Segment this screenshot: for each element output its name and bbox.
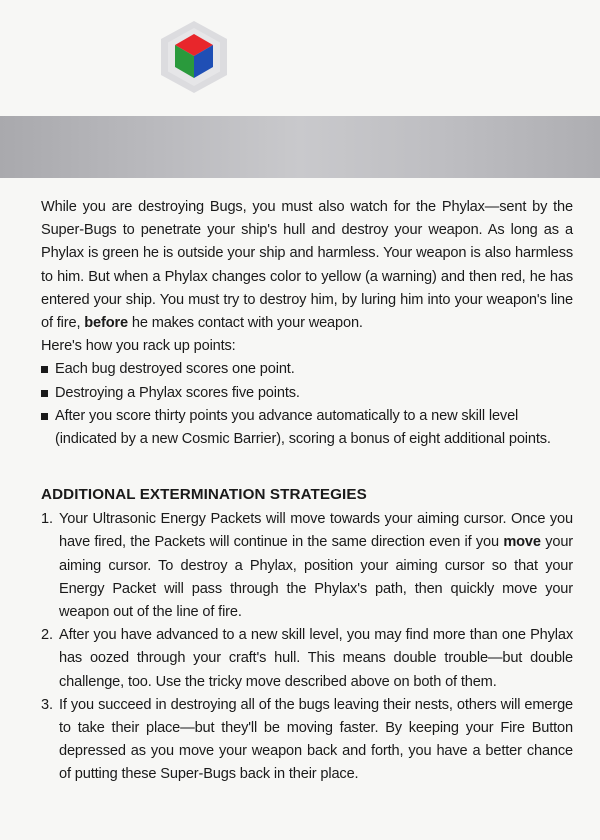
intro-emphasis: before	[84, 315, 128, 332]
square-bullet-icon	[41, 366, 48, 373]
square-bullet-icon	[41, 413, 48, 420]
points-item-text: Destroying a Phylax scores five points.	[55, 384, 300, 401]
header-gray-band	[0, 116, 600, 178]
cube-logo-icon	[159, 20, 229, 94]
strategy-text-1: Your Ultrasonic Energy Packets will move towards your aiming cursor. Once you have fired, the Packets will continue in the same direction even if you	[59, 511, 573, 551]
strategy-item	[41, 694, 573, 787]
points-intro: Here's how you rack up points:	[41, 338, 236, 355]
points-list-item	[41, 405, 573, 451]
phylax-intro-paragraph	[41, 196, 573, 335]
points-item-text: After you score thirty points you advance automatically to a new skill level (indicated by a new Cosmic Barrier), scoring a bonus of eight additional points.	[55, 407, 551, 448]
strategy-item	[41, 624, 573, 694]
strategy-number: 2.	[41, 627, 53, 644]
points-list	[41, 358, 573, 451]
strategies-heading: ADDITIONAL EXTERMINATION STRATEGIES	[41, 486, 367, 504]
strategies-list	[41, 508, 573, 786]
strategy-text-2: your aiming cursor. To destroy a Phylax, position your aiming cursor so that your Energy Packet will pass through the Phylax's path, then quickly move your weapon out of the line of fire.	[59, 534, 573, 621]
strategy-emphasis: move	[503, 534, 541, 551]
intro-text-2: he makes contact with your weapon.	[127, 315, 363, 332]
strategy-item	[41, 508, 573, 624]
square-bullet-icon	[41, 390, 48, 397]
points-list-item	[41, 358, 573, 381]
manual-page-content	[41, 196, 573, 787]
points-item-text: Each bug destroyed scores one point.	[55, 361, 295, 378]
strategy-number: 1.	[41, 511, 53, 528]
strategy-number: 3.	[41, 696, 53, 713]
strategy-text: If you succeed in destroying all of the bugs leaving their nests, others will emerge to take their place—but they'll be moving faster. By keeping your Fire Button depressed as you move your weapon back and forth, you have a better chance of putting these Super-Bugs back in their place.	[59, 696, 573, 783]
intro-text-1: While you are destroying Bugs, you must also watch for the Phylax—sent by the Super-Bugs to penetrate your ship's hull and destroy your weapon. As long as a Phylax is green he is outside your ship and harmless. Your weapon is also harmless to him. But when a Phylax changes color to yellow (a warning) and then red, he has entered your ship. You must try to destroy him, by luring him into your weapon's line of fire,	[41, 199, 573, 332]
strategy-text: After you have advanced to a new skill level, you may find more than one Phylax has oozed through your craft's hull. This means double trouble—but double challenge, too. Use the tricky move described above on both of them.	[59, 627, 573, 690]
points-list-item	[41, 382, 573, 405]
